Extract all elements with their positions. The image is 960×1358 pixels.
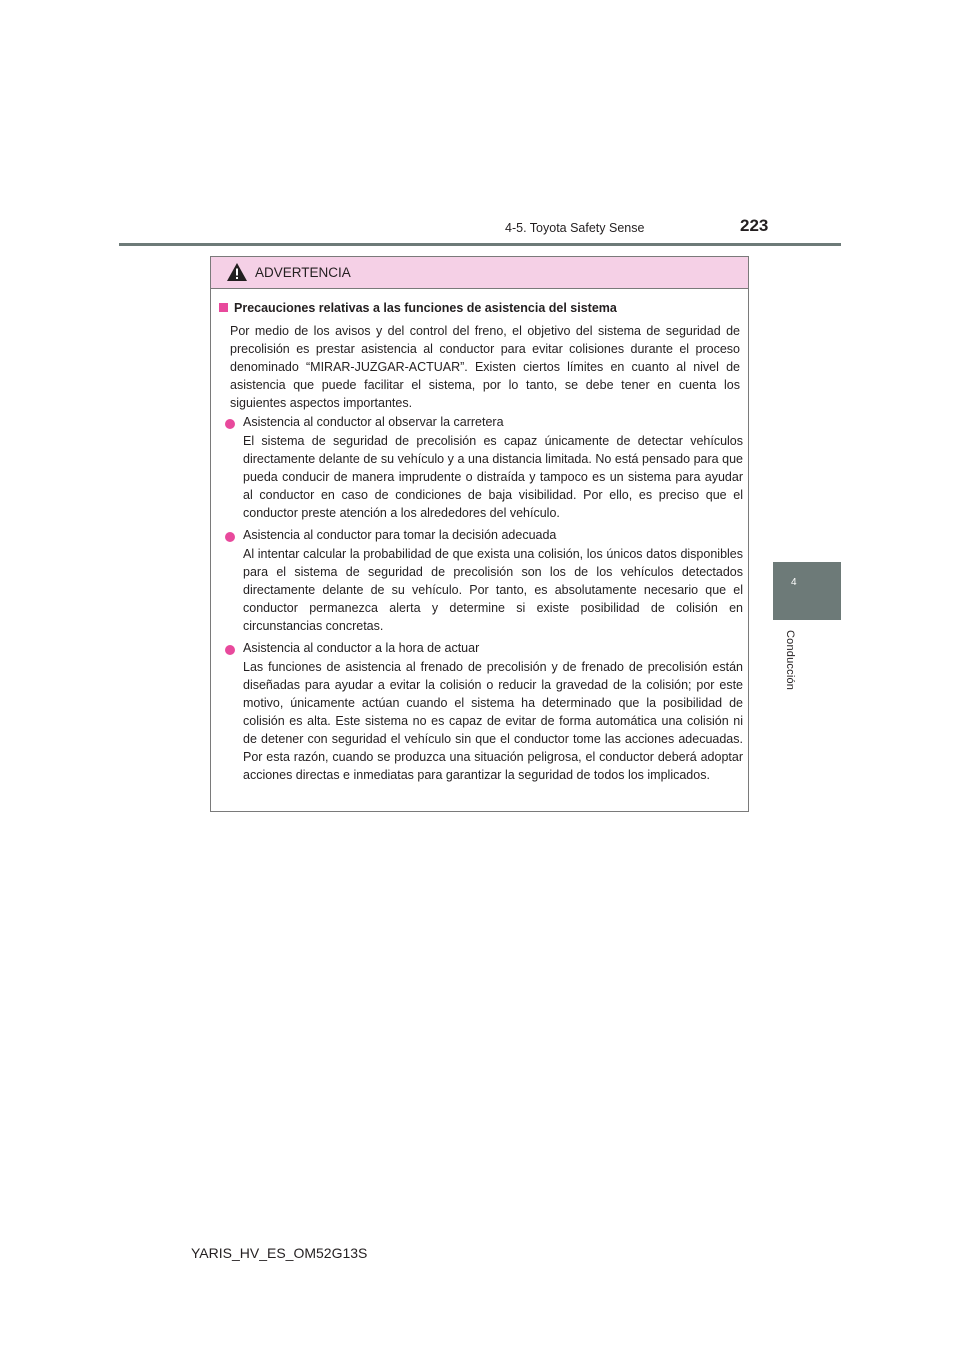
bullet-icon [225,419,235,429]
list-item-title: Asistencia al conductor para tomar la decisión adecuada [243,528,557,542]
section-heading [219,301,617,315]
warning-header [211,257,748,289]
warning-triangle-icon [226,262,248,282]
list-item-text: Las funciones de asistencia al frenado de precolisión y de frenado de precolisión están diseñadas para ayudar a evitar la colisión o reducir la gravedad de la colisión; por este motivo, únicamente actúan cuando el sistema ha determinado que la posibilidad de colisión es alta. Este sistema no es capaz de evitar de forma automática una colisión ni de detener con seguridad el vehículo sin que el conductor tome las acciones adecuadas. Por esta razón, cuando se produzca una situación peligrosa, el conductor deberá adoptar acciones directas e inmediatas para garantizar la seguridad de todos los implicados. [243,660,743,782]
list-item-text: Al intentar calcular la probabilidad de que exista una colisión, los únicos datos disponibles para el sistema de seguridad de precolisión son los de los vehículos detectados directamente delante de su vehículo. Por tanto, es absolutamente necesario que el conductor permanezca alerta y determine si existe posibilidad de colisión en circunstancias concretas. [243,547,743,633]
list-item-text: El sistema de seguridad de precolisión es capaz únicamente de detectar vehículos directamente delante de su vehículo y a una distancia limitada. No está pensado para que pueda conducir de manera imprudente o distraída y tampoco es un sistema para ayudar al conductor en caso de condiciones de baja visibilidad. Por ello, es preciso que el conductor preste atención a los alrededores del vehículo. [243,434,743,520]
bullet-icon [225,532,235,542]
chapter-tab-number: 4 [791,577,797,588]
list-item-title: Asistencia al conductor al observar la carretera [243,415,504,429]
warning-title: ADVERTENCIA [255,265,351,280]
chapter-label: Conducción [784,630,796,691]
section-title: 4-5. Toyota Safety Sense [505,221,645,235]
chapter-tab [773,562,841,620]
warning-box [210,256,749,812]
header-divider [119,243,841,246]
square-bullet-icon [219,303,228,312]
section-heading-text: Precauciones relativas a las funciones de asistencia del sistema [234,301,617,315]
list-item-title: Asistencia al conductor a la hora de actuar [243,641,480,655]
intro-paragraph: Por medio de los avisos y del control del freno, el objetivo del sistema de seguridad de precolisión es prestar asistencia al conductor para evitar colisiones durante el proceso denominado “MIRAR-JUZGAR-ACTUAR”. Existen ciertos límites en cuanto al nivel de asistencia que puede facilitar el sistema, por lo tanto, se debe tener en cuenta los siguientes aspectos importantes. [230,324,740,410]
bullet-icon [225,645,235,655]
page-number: 223 [740,216,769,235]
document-code: YARIS_HV_ES_OM52G13S [191,1245,368,1261]
